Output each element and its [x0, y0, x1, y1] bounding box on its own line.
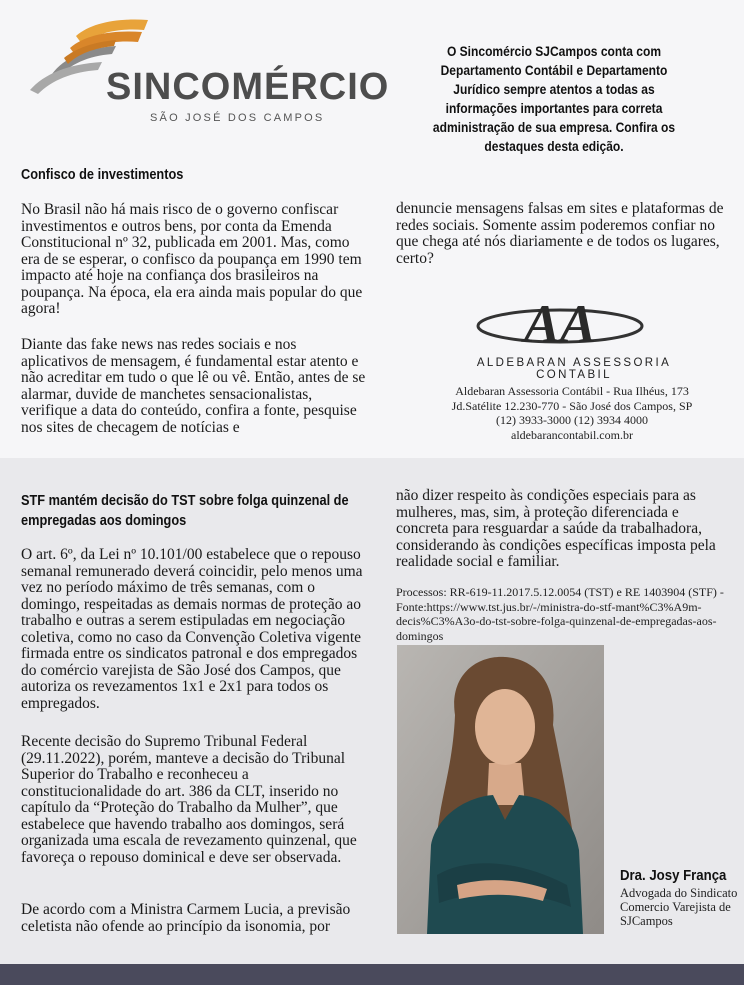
article2-processes: Processos: RR-619-11.2017.5.12.0054 (TST) e RE 1403904 (STF) - Fonte:https://www.tst.jus.br/-/ministra-do-stf-mant%C3%A9m-decis%C3%A3o-do-tst-sobre-folga-quinzenal-de-empregadas-aos-domingos [396, 585, 724, 643]
author-name: Dra. Josy França [620, 867, 727, 884]
article1-paragraph-3: denuncie mensagens falsas em sites e plataformas de redes sociais. Somente assim poderemos confiar no que chega até nós diariamente e de todos os lugares, certo? [396, 200, 724, 267]
brand-subtitle: SÃO JOSÉ DOS CAMPOS [150, 112, 325, 124]
article2-paragraph-2: Recente decisão do Supremo Tribunal Federal (29.11.2022), porém, manteve a decisão do Tribunal Superior do Trabalho e reconheceu a constitucionalidade do art. 386 da CLT, inserido no capítulo da “Proteção do Trabalho da Mulher”, que estabelece que havendo trabalho aos domingos, será organizada uma escala de revezamento quinzenal, que favoreça o repouso dominical e deve ser observada. [21, 733, 357, 866]
author-photo [397, 645, 604, 934]
article2-paragraph-4: não dizer respeito às condições especiais para as mulheres, mas, sim, à proteção diferenciada e concreta para resguardar a saúde da trabalhadora, considerando às condições específicas imposta pela realidade social e familiar. [396, 487, 716, 570]
brand-name: SINCOMÉRCIO [106, 66, 390, 108]
article2-paragraph-3: De acordo com a Ministra Carmem Lucia, a previsão celetista não ofende ao princípio da isonomia, por [21, 901, 351, 935]
aldebaran-address-1: Aldebaran Assessoria Contábil - Rua Ilhéus, 173 [455, 384, 689, 398]
author-role: Advogada do Sindicato Comercio Varejista de SJCampos [620, 886, 738, 928]
aldebaran-contact [422, 384, 722, 442]
aldebaran-logo-letters: AA [523, 294, 597, 352]
aldebaran-website[interactable]: aldebarancontabil.com.br [511, 427, 633, 442]
article1-title: Confisco de investimentos [21, 167, 184, 183]
aldebaran-address-2: Jd.Satélite 12.230-770 - São José dos Campos, SP [451, 398, 693, 413]
aldebaran-name: ALDEBARAN ASSESSORIA CONTABIL [476, 357, 672, 381]
intro-text: O Sincomércio SJCampos conta com Departamento Contábil e Departamento Jurídico sempre atentos a todas as informações importantes para correta administração de sua empresa. Confira os destaques desta edição. [432, 43, 676, 154]
article2-paragraph-1: O art. 6º, da Lei nº 10.101/00 estabelece que o repouso semanal remunerado deverá coincidir, pelo menos uma vez no período máximo de três semanas, com o domingo, respeitadas as demais normas de proteção ao trabalho e outras a serem estipuladas em negociação coletiva, como no caso da Convenção Coletiva vigente firmada entre os sindicatos patronal e dos empregados do comércio varejista de São José dos Campos, que autoriza os revezamentos 1x1 e 2x1 para todos os empregados. [21, 546, 363, 712]
article2-title: STF mantém decisão do TST sobre folga quinzenal de empregadas aos domingos [21, 493, 349, 529]
article1-paragraph-1: No Brasil não há mais risco de o governo confiscar investimentos e outros bens, por conta da Emenda Constitucional nº 32, publicada em 2001. Mas, como era de se esperar, o confisco da poupança em 1990 tem impacto até hoje na confiança dos brasileiros na poupança. Na época, ela era ainda mais popular do que agora! [21, 201, 363, 317]
footer-bar [0, 964, 744, 985]
sincomercio-logo [24, 14, 390, 124]
author-portrait-icon [397, 645, 604, 934]
article1-paragraph-2: Diante das fake news nas redes sociais e nos aplicativos de mensagem, é fundamental estar atento e não acreditar em tudo o que lê ou vê. Então, antes de se alarmar, duvide de manchetes sensacionalistas, verifique a data do conteúdo, confira a fonte, pesquise nos sites de checagem de notícias e [21, 336, 366, 436]
aldebaran-phones: (12) 3933-3000 (12) 3934 4000 [496, 413, 648, 427]
aldebaran-logo-icon [470, 292, 650, 352]
